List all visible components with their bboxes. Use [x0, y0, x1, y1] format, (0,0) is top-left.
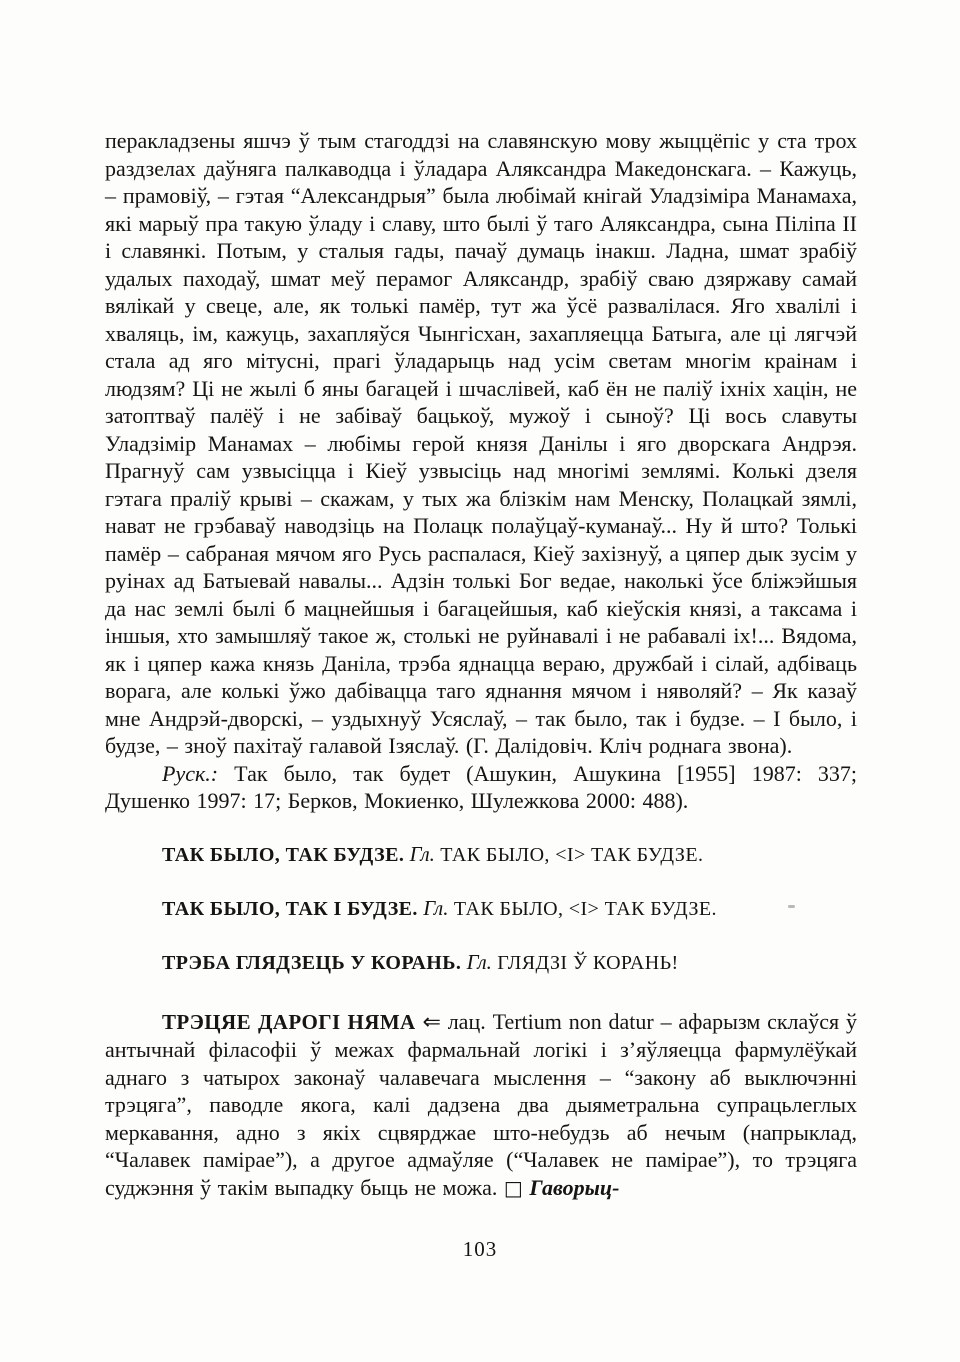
russian-label: Руск.:: [162, 760, 219, 786]
scan-artifact: [788, 905, 795, 908]
see-label: Гл.: [423, 895, 449, 920]
quote-paragraph: перакладзены яшчэ ў тым стагоддзі на славянскую мову жыццёпіс у ста трох раздзелах даўняга палкаводца і ўладара Аляксандра Македонскага. – Кажуць, – прамовіў, – гэтая “Александрыя” была любімай кнігай Уладзіміра Манамаха, які марыў пра такую ўладу і славу, што былі ў таго Аляксандра, сына Піліпа II і славянкі. Потым, у сталыя гады, пачаў думаць інакш. Ладна, шмат зрабіў удалых паходаў, шмат меў перамог Аляксандр, зрабіў сваю дзяржаву самай вялікай у свеце, але, як толькі памёр, тут жа ўсё развалілася. Яго хвалілі і хваляць, ім, кажуць, захапляўся Чынгісхан, захапляецца Батыга, але ці лягчэй стала ад яго мітусні, прагі ўладарыць над усім светам многім краінам і людзям? Ці не жылі б яны багацей і шчаслівей, каб ён не паліў іхніх хацін, не затоптваў палёў і не забіваў бацькоў, мужоў і сыноў? Ці вось славуты Уладзімір Манамах – любімы герой князя Данілы і яго дворскага Андрэя. Прагнуў сам узвысіцца і Кіеў узвысіць над многімі землямі. Колькі дзеля гэтага праліў крыві – скажам, у тых жа блізкім нам Менску, Полацкай зямлі, нават не грэбаваў наводзіць на Полацк полаўцаў-куманаў... Ну й што? Толькі памёр – сабраная мячом яго Русь распалася, Кіеў захізнуў, а цяпер дык зусім у руінах ад Батыевай навалы... Адзін толькі Бог ведае, наколькі ўсе бліжэйшыя да нас землі былі б мацнейшыя і багацейшыя, каб кіеўскія князі, а таксама і іншыя, хто замышляў такое ж, столькі не руйнавалі і не рабавалі іх!... Вядома, як і цяпер кажа князь Даніла, трэба яднацца вераю, дружбай і сілай, адбіваць ворага, але колькі ўжо дабівацца таго яднання мячом і няволяй? – Як казаў мне Андрэй-дворскі, – уздыхнуў Усяслаў, – так было, так і будзе. – І было, і будзе, – зноў пахітаў галавой Ізяслаў. (Г. Далідовіч. Кліч роднага звона).: [105, 128, 857, 758]
hyphenated-continuation-word: Гаворыц-: [529, 1174, 620, 1200]
see-label: Гл.: [409, 841, 435, 866]
entry-tak-bylo-tak-budze: [105, 841, 857, 869]
double-left-arrow-icon: ⇐: [422, 1009, 441, 1035]
cross-reference: ТАК БЫЛО, <І> ТАК БУДЗЕ.: [440, 843, 704, 866]
page-content: [105, 127, 857, 1202]
entry-headword: ТАК БЫЛО, ТАК БУДЗЕ.: [162, 843, 405, 866]
entry-headword: ТРЭЦЯЕ ДАРОГІ НЯМА: [162, 1009, 416, 1034]
language-label: лац.: [447, 1008, 486, 1034]
entry-tretsiaie-darohi-niama: [105, 1008, 857, 1203]
latin-phrase: Tertium non datur: [492, 1008, 654, 1034]
definition-text: – афарызм склаўся ў антычнай філасофіі ў межах фармальнай логікі і з’яўляецца фармулёўкай аднаго з чатырох законаў чалавечага мыслення – “закону аб выключэнні трэцяга”, паводле якога, калі дадзена два дыяметральна супрацьлеглых меркавання, адно з якіх сцвярджае што-небудзь аб нечым (напрыклад, “Чалавек памірае”), а другое адмаўляе (“Чалавек не памірае”), то трэцяга суджэння ў такім выпадку быць не можа.: [105, 1008, 857, 1200]
entry-headword: ТАК БЫЛО, ТАК І БУДЗЕ.: [162, 897, 418, 920]
russian-equivalent-text: Так было, так будет (Ашукин, Ашукина [1955] 1987: 337; Душенко 1997: 17; Берков, Мокиенко, Шулежкова 2000: 488).: [105, 760, 857, 813]
page-number: 103: [462, 1237, 498, 1261]
entry-headword: ТРЭБА ГЛЯДЗЕЦЬ У КОРАНЬ.: [162, 951, 462, 974]
entry-treba-hliadzets-u-koran: [105, 949, 857, 977]
see-label: Гл.: [466, 949, 492, 974]
cross-reference: ТАК БЫЛО, <І> ТАК БУДЗЕ.: [453, 897, 717, 920]
russian-equivalent-paragraph: [105, 760, 857, 815]
cross-reference: ГЛЯДЗІ Ў КОРАНЬ!: [497, 951, 679, 974]
white-square-icon: □: [503, 1175, 523, 1200]
entry-tak-bylo-tak-i-budze: [105, 895, 857, 923]
